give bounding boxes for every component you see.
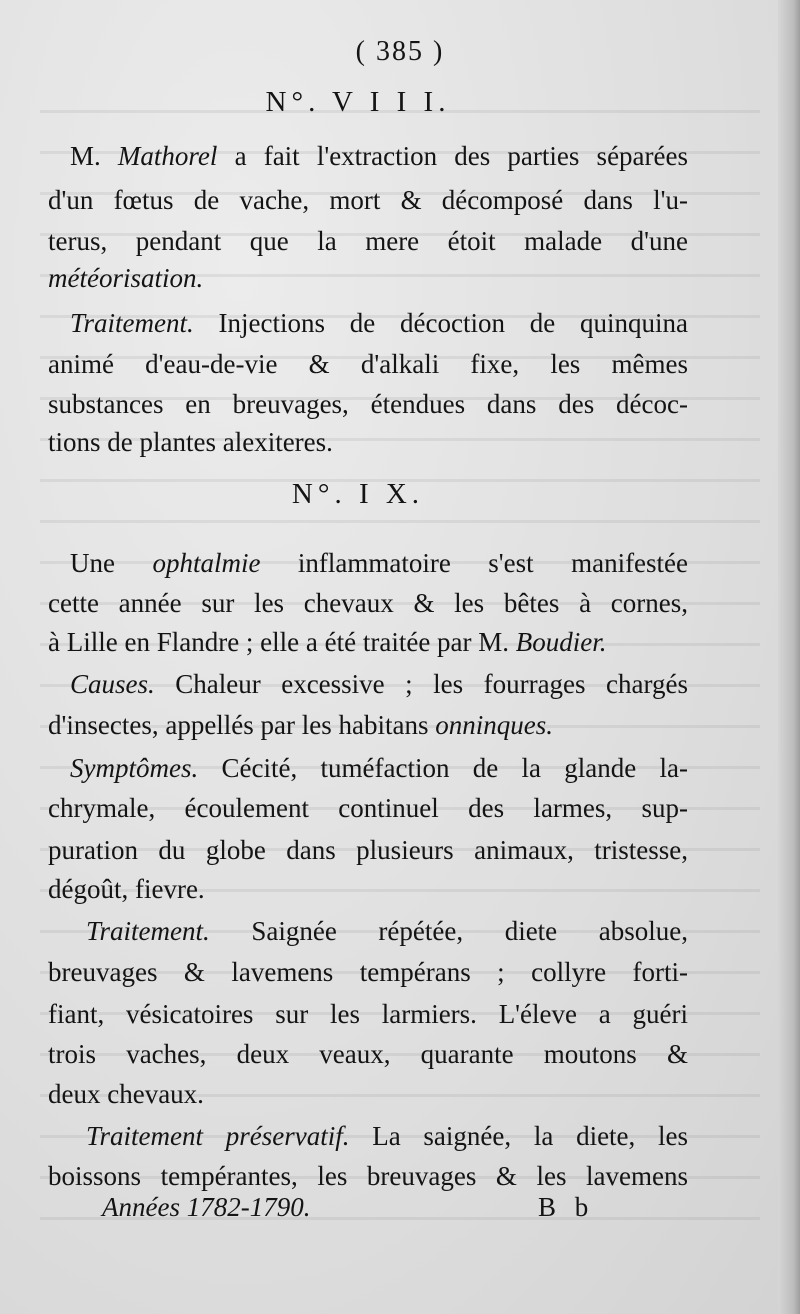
- section-9-treatment-line-1: [48, 911, 688, 951]
- section-9-treatment-line-2: breuvages & lavemens tempérans ; collyre forti-: [48, 957, 688, 987]
- preventive-text: La saignée, la diete, les: [372, 1121, 689, 1151]
- section-9-preventive-line-2: boissons tempérantes, les breuvages & les lavemens: [48, 1161, 688, 1191]
- section-9-intro-rest: inflammatoire s'est manifestée: [297, 548, 689, 578]
- treatment-text: Injections de décoction de quinquina: [218, 308, 689, 338]
- section-9-symptoms-line-1: [48, 748, 688, 788]
- causes-label: Causes.: [70, 669, 155, 699]
- section-8-treatment-line-3: substances en breuvages, étendues dans des décoc-: [48, 389, 688, 419]
- section-8-treatment-line-1: [48, 303, 688, 343]
- section-9-treatment-line-5: deux chevaux.: [48, 1079, 204, 1109]
- section-9-symptoms-line-4: dégoût, fievre.: [48, 874, 205, 904]
- section-8-line-1-rest: a fait l'extraction des parties séparées: [234, 141, 688, 171]
- section-8-line-3: terus, pendant que la mere étoit malade d'une: [48, 226, 688, 256]
- section-9-line-3: [48, 622, 688, 662]
- page-edge-shadow: [778, 0, 800, 1314]
- term-ophtalmie: ophtalmie: [152, 548, 261, 578]
- treatment-label-2: Traitement.: [86, 916, 210, 946]
- section-9-symptoms-line-3: puration du globe dans plusieurs animaux, tristesse,: [48, 835, 688, 865]
- section-8-line-2: d'un fœtus de vache, mort & décomposé dans l'u-: [48, 185, 688, 215]
- section-8-line-1-start: M.: [70, 141, 101, 171]
- section-8-treatment-line-4: tions de plantes alexiteres.: [48, 427, 333, 457]
- causes-line-2-text: d'insectes, appellés par les habitans: [48, 710, 429, 740]
- section-9-line-3-text: à Lille en Flandre ; elle a été traitée par M.: [48, 627, 510, 657]
- section-9-line-2: cette année sur les chevaux & les bêtes à cornes,: [48, 588, 688, 618]
- section-8-treatment-line-2: animé d'eau-de-vie & d'alkali fixe, les mêmes: [48, 349, 688, 379]
- symptoms-text: Cécité, tuméfaction de la glande la-: [221, 753, 688, 783]
- treatment-text-2: Saignée répétée, diete absolue,: [251, 916, 688, 946]
- section-9-causes-line-1: [48, 664, 688, 704]
- treatment-label: Traitement.: [70, 308, 194, 338]
- section-9-symptoms-line-2: chrymale, écoulement continuel des larmes, sup-: [48, 793, 688, 823]
- person-name-mathorel: Mathorel: [117, 141, 218, 171]
- person-name-boudier: Boudier.: [515, 627, 607, 657]
- section-8-line-1: [48, 136, 688, 176]
- term-meteorisation: météorisation.: [48, 263, 204, 293]
- section-9-treatment-line-4: trois vaches, deux veaux, quarante moutons &: [48, 1039, 688, 1069]
- section-9-intro-start: Une: [70, 548, 115, 578]
- section-9-preventive-line-1: [48, 1116, 688, 1156]
- causes-text: Chaleur excessive ; les fourrages chargés: [175, 669, 688, 699]
- section-8-heading: N°. V I I I.: [265, 86, 451, 118]
- term-onninques: onninques.: [435, 710, 553, 740]
- signature-mark: B b: [538, 1192, 595, 1222]
- section-9-heading: N°. I X.: [291, 478, 425, 510]
- footer-years: [102, 1192, 602, 1223]
- page-number: ( 385 ): [355, 36, 445, 67]
- section-8-line-4: [48, 258, 688, 298]
- preventive-label: Traitement préservatif.: [86, 1121, 350, 1151]
- symptoms-label: Symptômes.: [70, 753, 199, 783]
- section-9-line-1: [48, 543, 688, 583]
- footer-years-text: Années 1782-1790.: [102, 1192, 311, 1222]
- section-9-causes-line-2: [48, 705, 688, 745]
- section-9-treatment-line-3: fiant, vésicatoires sur les larmiers. L'éleve a guéri: [48, 999, 688, 1029]
